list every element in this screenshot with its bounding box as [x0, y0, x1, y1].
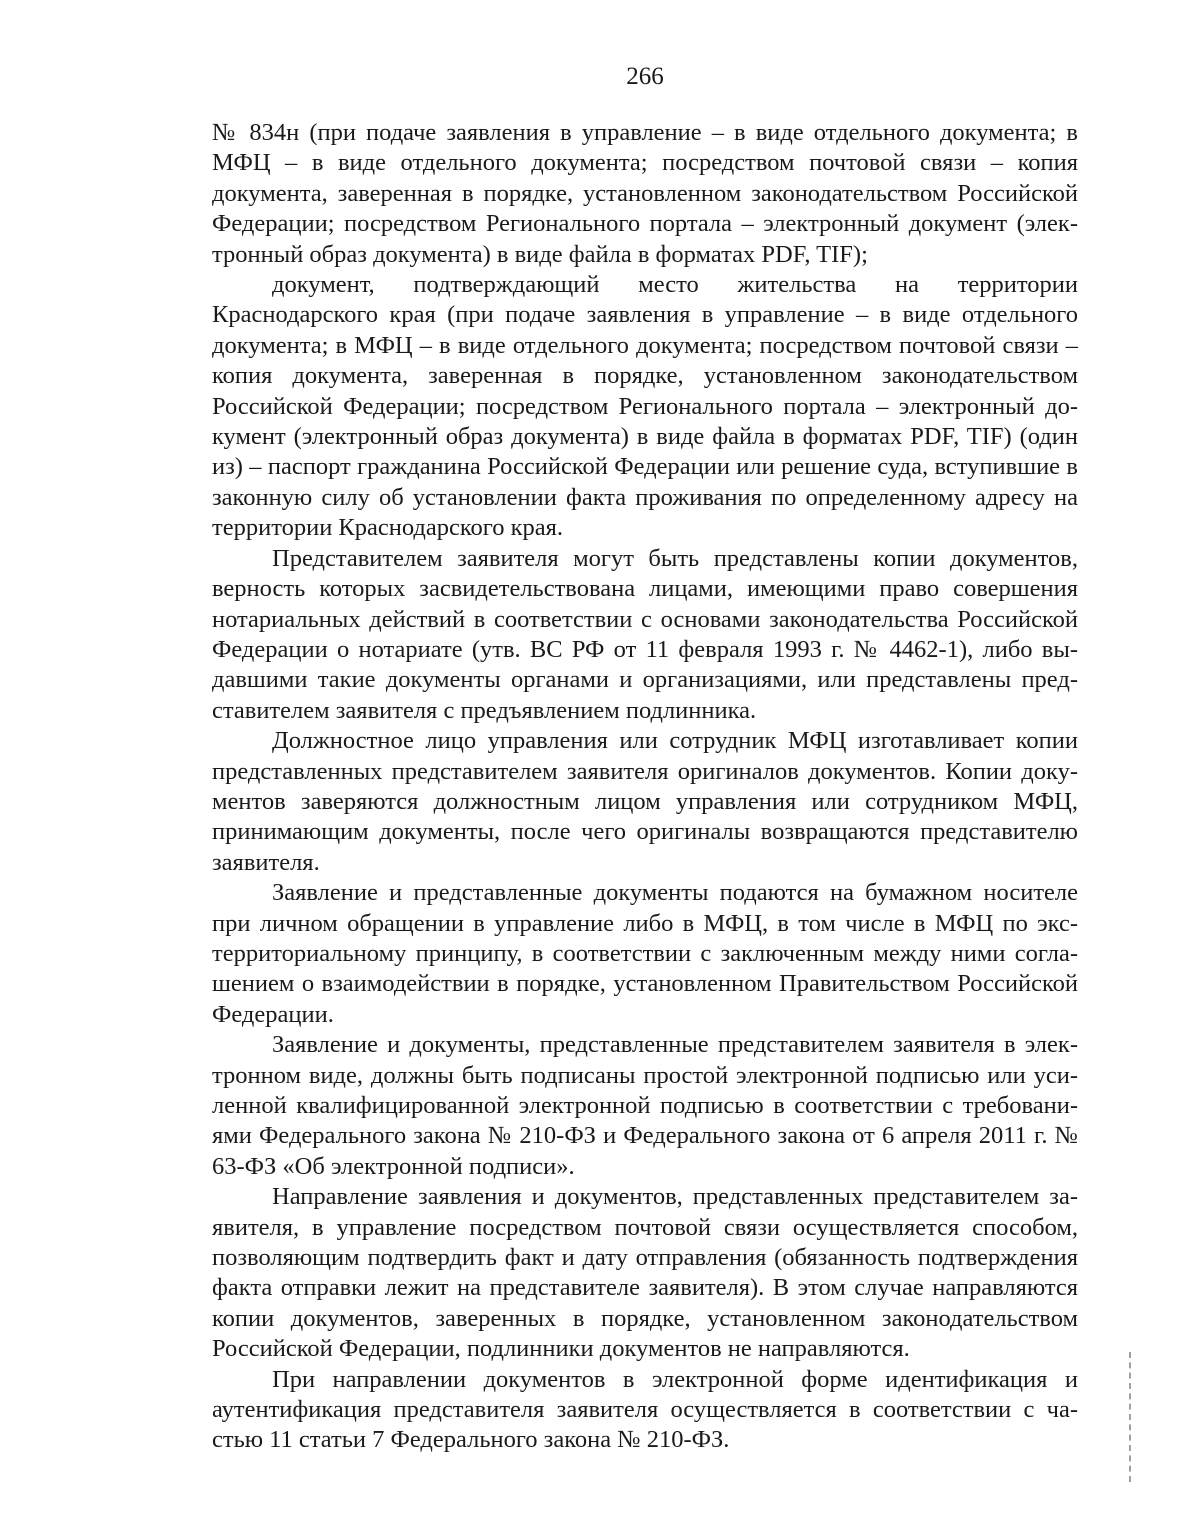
paragraph-postal-submission: Направление заявления и документов, представленных представителем заявителя, в управление посредством почтовой связи осуществляется способом, позволяющим подтвердить факт и дату отправления (обязанность подтверждения факта отправки лежит на представителе заявителя). В этом случае направляются копии документов, заверенных в порядке, установленном законодательством Российской Федерации, подлинники документов не направляются.: [212, 1183, 1078, 1363]
paragraph-electronic-signature: Заявление и документы, представленные представителем заявителя в электронном виде, должны быть подписаны простой электронной подписью или усиленной квалифицированной электронной подписью в соответствии с требованиями Федерального закона № 210-ФЗ и Федерального закона от 6 апреля 2011 г. № 63-ФЗ «Об электронной подписи».: [212, 1031, 1078, 1180]
paragraph-residence-document: документ, подтверждающий место жительства на территории Краснодарского края (при подаче заявления в управление – в виде отдельного документа; в МФЦ – в виде отдельного документа; посредством почтовой связи – копия документа, заверенная в порядке, установленном законодательством Российской Федерации; посредством Регионального портала – электронный документ (электронный образ документа) в виде файла в форматах PDF, TIF) (один из) – паспорт гражданина Российской Федерации или решение суда, вступившие в законную силу об установлении факта проживания по определенному адресу на территории Краснодарского края.: [212, 271, 1078, 542]
paragraph-continuation: № 834н (при подаче заявления в управление – в виде отдельного документа; в МФЦ – в виде отдельного документа; посредством почтовой связи – копия документа, заверенная в порядке, установленном законодательством Российской Федерации; посредством Регионального портала – электронный документ (электронный образ документа) в виде файла в форматах PDF, TIF);: [212, 119, 1078, 268]
scan-margin-mark: [1129, 1352, 1132, 1482]
document-body: [212, 118, 1078, 1456]
paragraph-electronic-identification: При направлении документов в электронной форме идентификация и аутентификация представителя заявителя осуществляется в соответствии с частью 11 статьи 7 Федерального закона № 210-ФЗ.: [212, 1365, 1078, 1454]
paragraph-representative-copies: Представителем заявителя могут быть представлены копии документов, верность которых засвидетельствована лицами, имеющими право совершения нотариальных действий в соответствии с основами законодательства Российской Федерации о нотариате (утв. ВС РФ от 11 февраля 1993 г. № 4462-1), либо выдавшими такие документы органами и организациями, или представлены представителем заявителя с предъявлением подлинника.: [212, 544, 1078, 724]
paragraph-official-copies: Должностное лицо управления или сотрудник МФЦ изготавливает копии представленных представителем заявителя оригиналов документов. Копии документов заверяются должностным лицом управления или сотрудником МФЦ, принимающим документы, после чего оригиналы возвращаются представителю заявителя.: [212, 727, 1078, 876]
page-number: 266: [626, 63, 664, 90]
paragraph-paper-submission: Заявление и представленные документы подаются на бумажном носителе при личном обращении в управление либо в МФЦ, в том числе в МФЦ по экстерриториальному принципу, в соответствии с заключенным между ними соглашением о взаимодействии в порядке, установленном Правительством Российской Федерации.: [212, 879, 1078, 1028]
